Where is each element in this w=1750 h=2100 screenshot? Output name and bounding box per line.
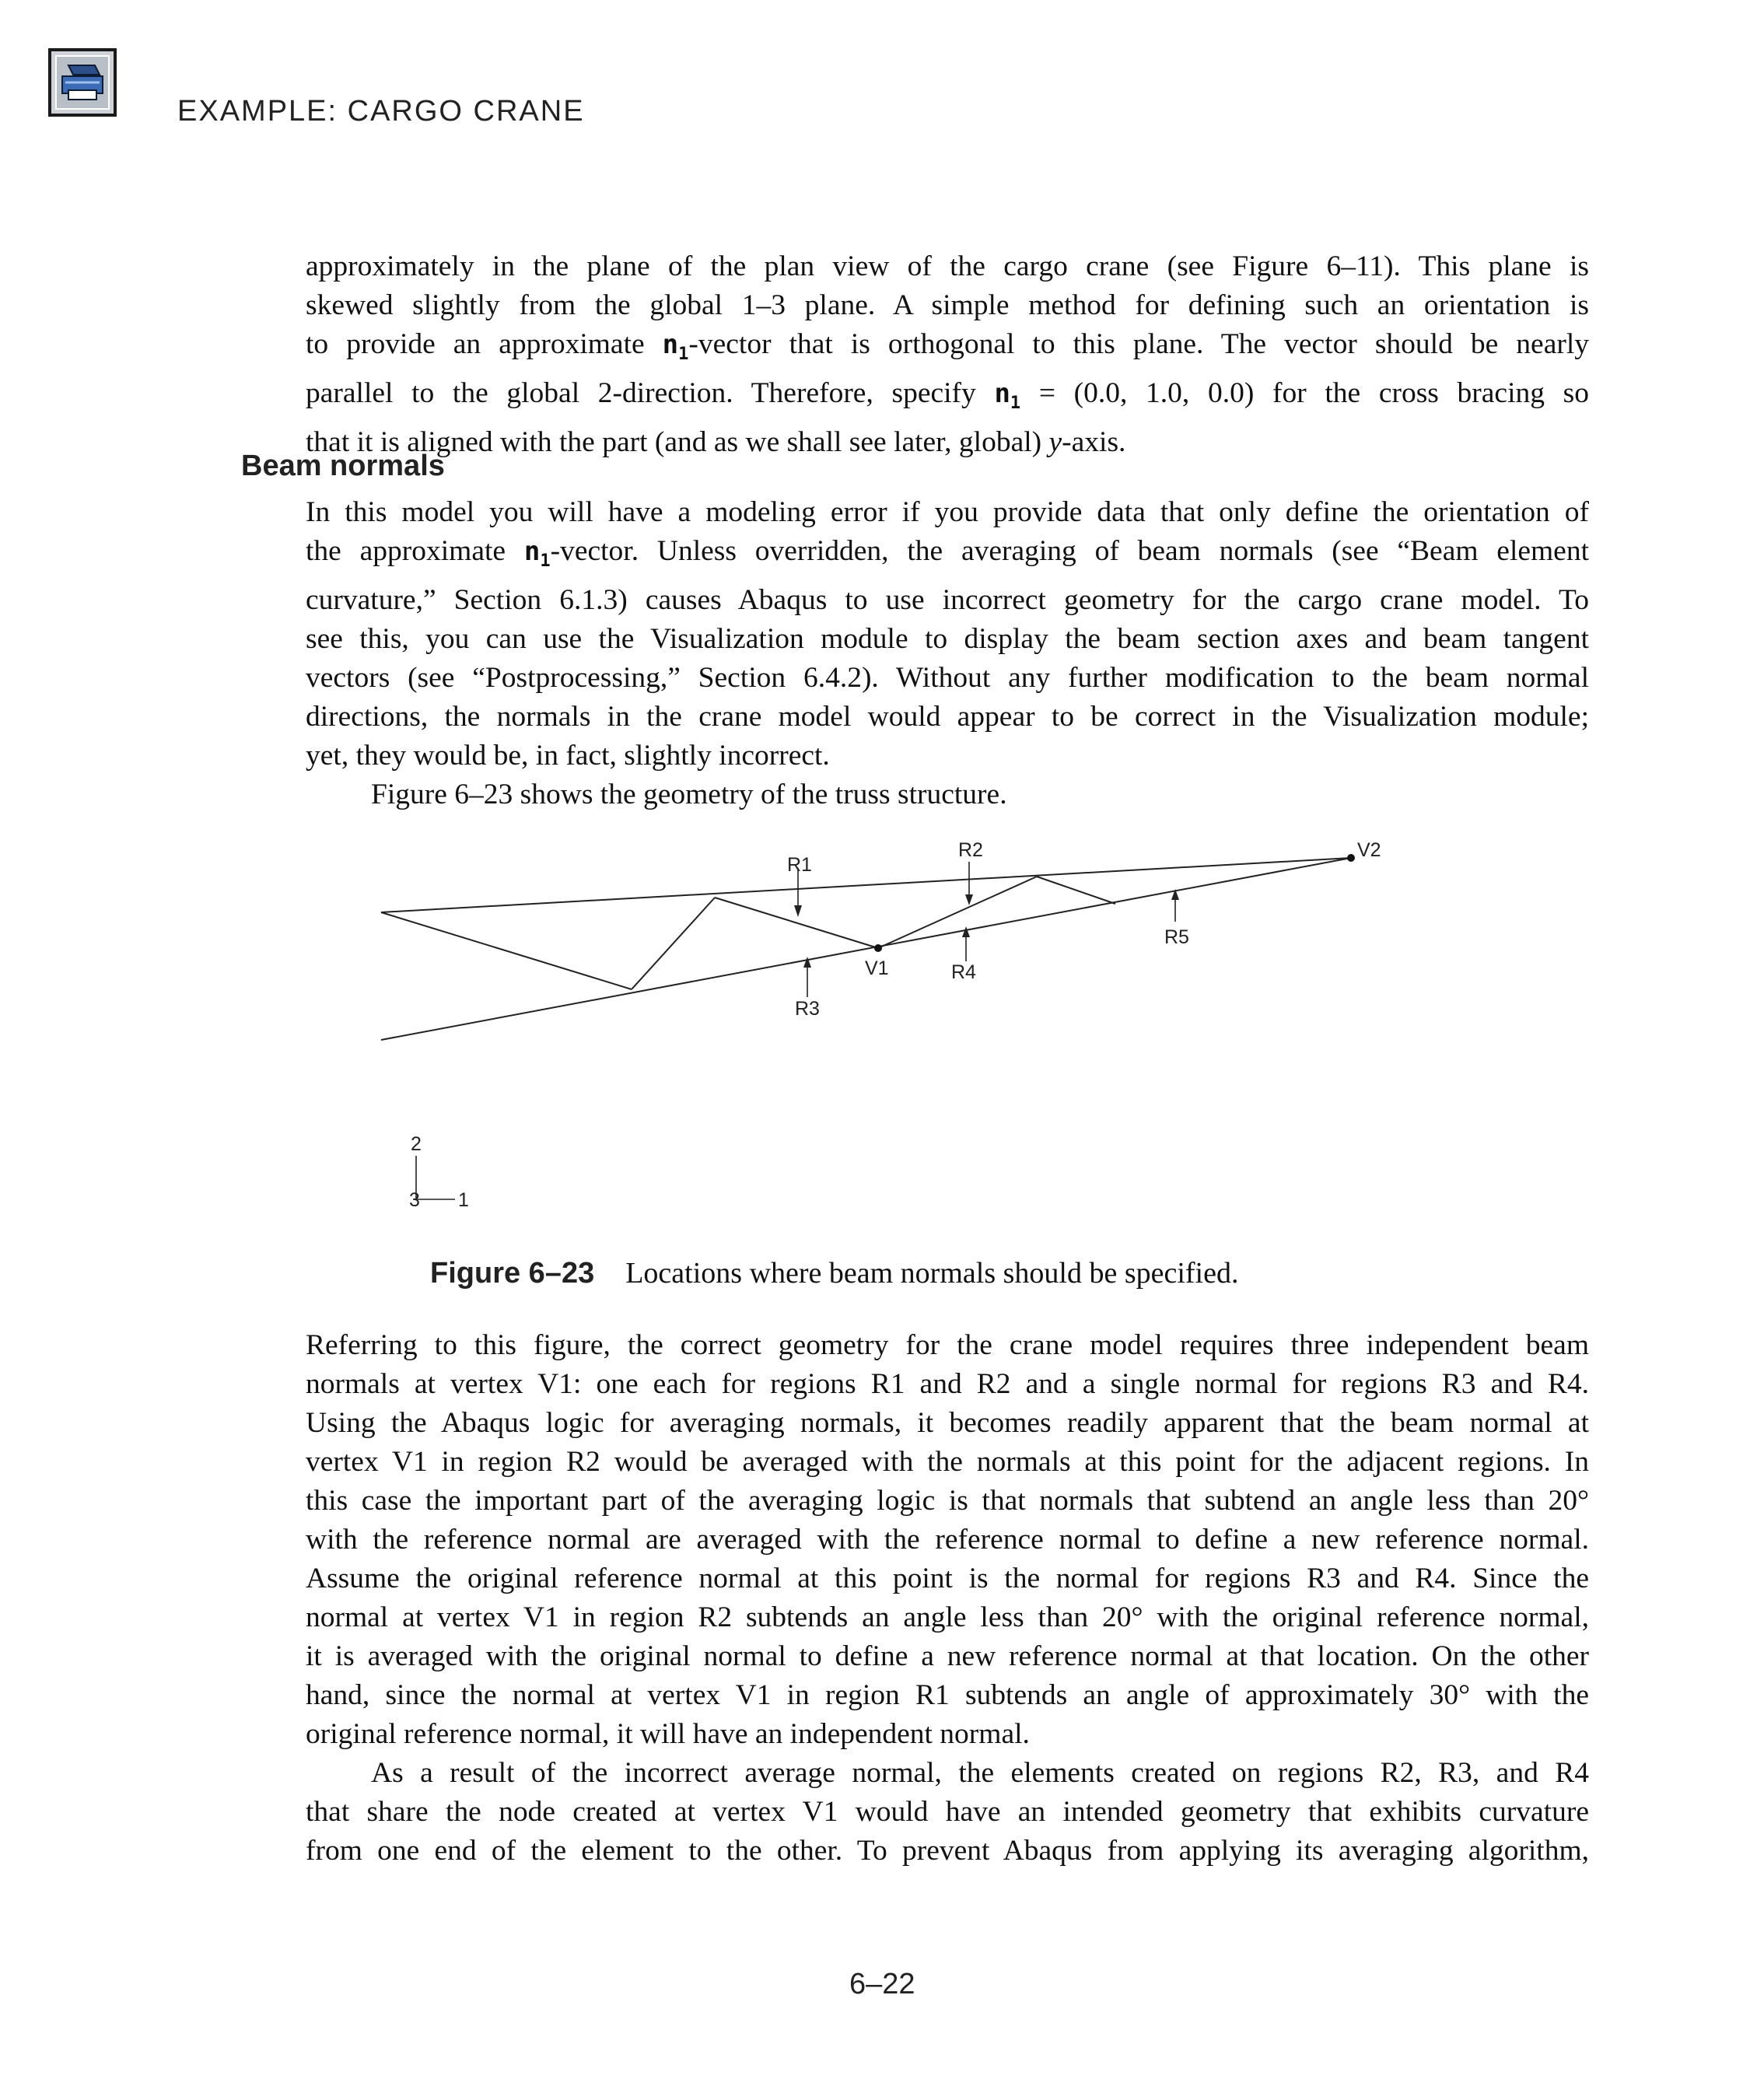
vector-n1 [662, 329, 689, 364]
axis-label-2: 2 [411, 1133, 422, 1155]
text-line: Using the Abaqus logic for averaging normals, it becomes readily apparent that the beam normal at [306, 1407, 1589, 1439]
text-line [306, 325, 1589, 374]
vector-subscript: 1 [1010, 393, 1021, 413]
beam-normals-paragraph [306, 493, 1589, 814]
caption-text: Locations where beam normals should be specified. [625, 1257, 1239, 1290]
diagonal-member [715, 898, 878, 948]
text-line: original reference normal, it will have an independent normal. [306, 1718, 1030, 1750]
text-line: curvature,” Section 6.1.3) causes Abaqus to use incorrect geometry for the cargo crane model. To [306, 583, 1589, 616]
text-line: yet, they would be, in fact, slightly incorrect. [306, 739, 830, 772]
vector-n1 [523, 536, 551, 571]
italic-y: y [1048, 425, 1062, 458]
text-line: it is averaged with the original normal to define a new reference normal at that location. On the other [306, 1640, 1589, 1672]
text-line: approximately in the plane of the plan view of the cargo crane (see Figure 6–11). This plane is [306, 250, 1589, 282]
vector-base: n [523, 536, 541, 567]
running-head: EXAMPLE: CARGO CRANE [177, 95, 585, 128]
region-label-r4: R4 [951, 961, 976, 983]
text-line: hand, since the normal at vertex V1 in region R1 subtends an angle of approximately 30° with the [306, 1679, 1589, 1711]
text-line [306, 532, 1589, 581]
page-number: 6–22 [849, 1968, 915, 2000]
text-fragment: that it is aligned with the part (and as we shall see later, global) [306, 425, 1049, 458]
text-line: normals at vertex V1: one each for regions R1 and R2 and a single normal for regions R3 and R4. [306, 1368, 1589, 1400]
arrow-r2-head [965, 894, 973, 905]
vector-base: n [662, 329, 679, 360]
printer-icon[interactable] [48, 48, 117, 117]
text-line: with the reference normal are averaged with the reference normal to define a new reference normal. [306, 1524, 1589, 1556]
text-fragment: -vector. Unless overridden, the averaging of beam normals (see “Beam element [550, 535, 1589, 567]
text-fragment: -vector that is orthogonal to this plane. The vector should be nearly [688, 328, 1589, 360]
text-line: Figure 6–23 shows the geometry of the truss structure. [371, 778, 1007, 810]
text-line: normal at vertex V1 in region R2 subtends an angle less than 20° with the original reference normal, [306, 1601, 1589, 1633]
text-fragment: the approximate [306, 535, 524, 567]
region-arrows [794, 862, 1179, 997]
figure-caption [430, 1256, 1238, 1290]
text-line: Assume the original reference normal at this point is the normal for regions R3 and R4. Since the [306, 1563, 1589, 1594]
diagonal-member [1037, 877, 1115, 904]
text-line: directions, the normals in the crane model would appear to be correct in the Visualization module; [306, 700, 1589, 733]
text-fragment: = (0.0, 1.0, 0.0) for the cross bracing so [1020, 376, 1589, 409]
text-line: from one end of the element to the other. To prevent Abaqus from applying its averaging algorithm, [306, 1835, 1589, 1867]
region-label-r2: R2 [958, 839, 983, 861]
printer-icon-graphic [51, 51, 114, 114]
vector-base: n [994, 377, 1010, 409]
truss-figure [342, 824, 1431, 1233]
axis-triad [416, 1156, 455, 1199]
axis-label-1: 1 [458, 1189, 469, 1211]
text-line [306, 423, 1589, 462]
arrow-r1-head [794, 905, 802, 917]
text-line [306, 374, 1589, 423]
text-line: As a result of the incorrect average normal, the elements created on regions R2, R3, and R4 [371, 1757, 1589, 1789]
text-line: vectors (see “Postprocessing,” Section 6.4.2). Without any further modification to the beam normal [306, 661, 1589, 694]
axis-label-3: 3 [409, 1189, 420, 1211]
text-fragment: parallel to the global 2-direction. Therefore, specify [306, 376, 995, 409]
vector-n1 [994, 377, 1021, 413]
region-label-r5: R5 [1164, 926, 1189, 948]
text-line: vertex V1 in region R2 would be averaged with the normals at this point for the adjacent regions. In [306, 1446, 1589, 1478]
region-label-r3: R3 [795, 998, 820, 1020]
section-heading: Beam normals [241, 450, 445, 482]
caption-number: Figure 6–23 [430, 1257, 595, 1290]
vector-subscript: 1 [540, 551, 551, 571]
text-line: that share the node created at vertex V1 would have an intended geometry that exhibits curvature [306, 1796, 1589, 1828]
vertex-v1-dot [874, 944, 882, 952]
vertex-v2-dot [1347, 854, 1355, 862]
text-line: Referring to this figure, the correct geometry for the crane model requires three independent beam [306, 1329, 1589, 1361]
text-fragment: -axis. [1062, 425, 1126, 458]
text-line: In this model you will have a modeling error if you provide data that only define the orientation of [306, 496, 1589, 528]
truss-members [381, 858, 1351, 1040]
text-fragment: to provide an approximate [306, 328, 663, 360]
vertex-label-v2: V2 [1357, 839, 1381, 861]
region-label-r1: R1 [787, 854, 812, 876]
diagonal-member [878, 877, 1037, 948]
truss-diagram [342, 824, 1431, 1229]
vertex-label-v1: V1 [865, 957, 889, 979]
diagonal-member [632, 898, 715, 989]
arrow-r3-head [803, 957, 811, 968]
text-line: this case the important part of the averaging logic is that normals that subtend an angle less than 20° [306, 1485, 1589, 1517]
vector-subscript: 1 [678, 344, 689, 364]
text-line: see this, you can use the Visualization module to display the beam section axes and beam tangent [306, 622, 1589, 655]
diagonal-member [381, 912, 632, 989]
intro-paragraph [306, 247, 1589, 462]
text-line: skewed slightly from the global 1–3 plane. A simple method for defining such an orientation is [306, 289, 1589, 321]
averaging-paragraph [306, 1326, 1589, 1871]
arrow-r4-head [962, 926, 970, 937]
